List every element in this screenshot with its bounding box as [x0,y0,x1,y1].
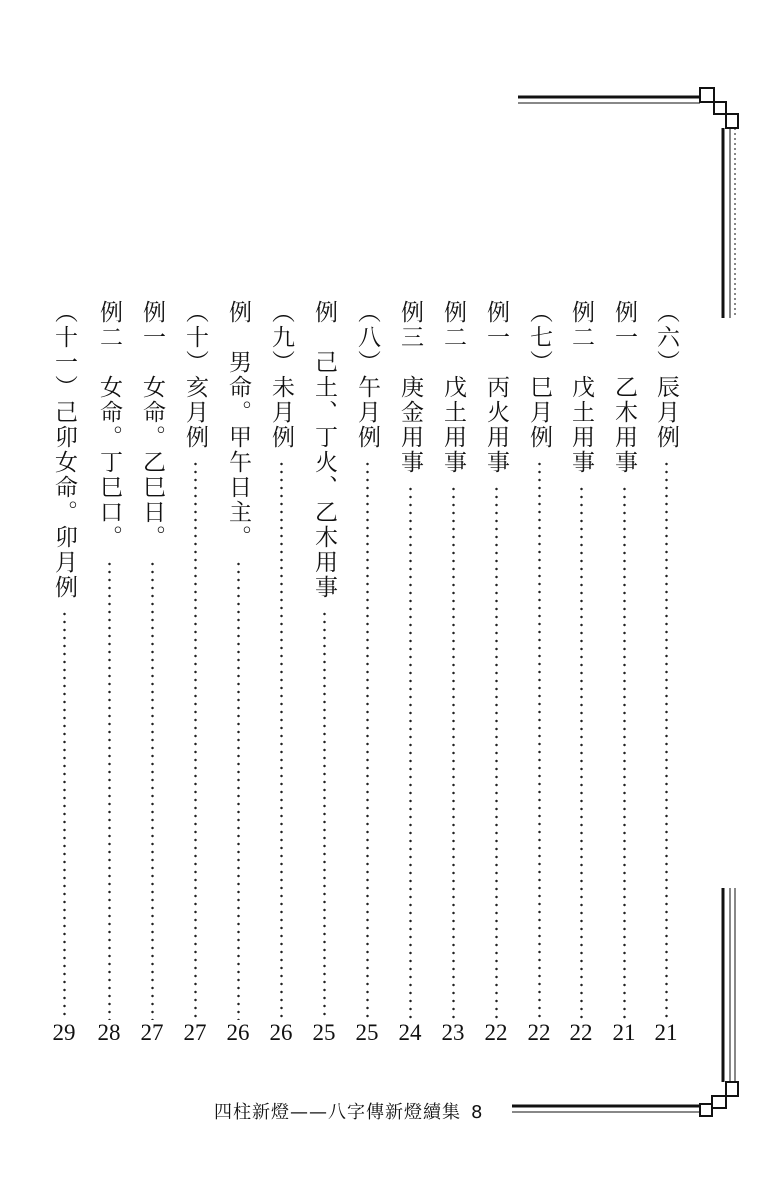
toc-page-number: 21 [654,1020,678,1045]
toc-entry[interactable] [563,300,599,1020]
toc-entry-label: 例二 戊土用事 [440,300,466,475]
dot-leader [538,460,541,1020]
toc-entry-label: 例一 女命。乙巳日。 [139,300,165,550]
toc-page-number: 24 [398,1020,422,1045]
toc-entry[interactable] [606,300,642,1020]
toc-entry[interactable] [134,300,170,1020]
toc-entry[interactable] [349,300,385,1020]
dot-leader [108,560,111,1020]
page-footer [214,1098,483,1124]
toc-page-number: 29 [52,1020,76,1045]
toc-entry-label: （七）巳月例 [526,300,552,450]
toc-page-number: 22 [569,1020,593,1045]
dot-leader [237,560,240,1020]
dot-leader [665,460,668,1020]
dot-leader [452,485,455,1020]
dot-leader [495,485,498,1020]
dot-leader [366,460,369,1020]
toc-entry-label: 例 男命。甲午日主。 [225,300,251,550]
toc-entry-label: 例 己土、丁火、乙木用事 [311,300,337,600]
toc-page-number: 25 [312,1020,336,1045]
dot-leader [63,610,66,1020]
toc-entry-label: （六）辰月例 [653,300,679,450]
toc-entry-label: （九）未月例 [268,300,294,450]
toc-entry-label: （八）午月例 [354,300,380,450]
running-title: 四柱新燈——八字傳新燈續集 [214,1102,461,1123]
toc-page-number: 22 [527,1020,551,1045]
toc-entry-label: 例一 丙火用事 [483,300,509,475]
toc-entry-label: 例二 女命。丁巳口。 [96,300,122,550]
toc-page-number: 26 [226,1020,250,1045]
toc-entry[interactable] [46,300,82,1020]
toc-page-number: 21 [612,1020,636,1045]
toc-entry[interactable] [220,300,256,1020]
toc-page-number: 22 [484,1020,508,1045]
dot-leader [580,485,583,1020]
toc-page-number: 27 [183,1020,207,1045]
dot-leader [623,485,626,1020]
dot-leader [323,610,326,1020]
toc-entry[interactable] [392,300,428,1020]
toc-entry[interactable] [521,300,557,1020]
toc-entry[interactable] [263,300,299,1020]
page-number: 8 [471,1102,484,1123]
toc-page-number: 25 [355,1020,379,1045]
toc-entry[interactable] [306,300,342,1020]
toc-entry[interactable] [478,300,514,1020]
toc-page-number: 28 [97,1020,121,1045]
toc-entry-label: 例二 戊土用事 [568,300,594,475]
toc-entry[interactable] [648,300,684,1020]
toc-entry-label: 例一 乙木用事 [611,300,637,475]
dot-leader [409,485,412,1020]
toc-page-number: 26 [269,1020,293,1045]
toc-entry-label: （十）亥月例 [182,300,208,450]
dot-leader [151,560,154,1020]
toc-page-number: 23 [441,1020,465,1045]
dot-leader [280,460,283,1020]
toc-entry-label: 例三 庚金用事 [397,300,423,475]
toc-entry-label: （十一）己卯女命。卯月例 [51,300,77,600]
dot-leader [194,460,197,1020]
toc-page-number: 27 [140,1020,164,1045]
toc-entry[interactable] [91,300,127,1020]
toc-entry[interactable] [177,300,213,1020]
toc-entry[interactable] [435,300,471,1020]
